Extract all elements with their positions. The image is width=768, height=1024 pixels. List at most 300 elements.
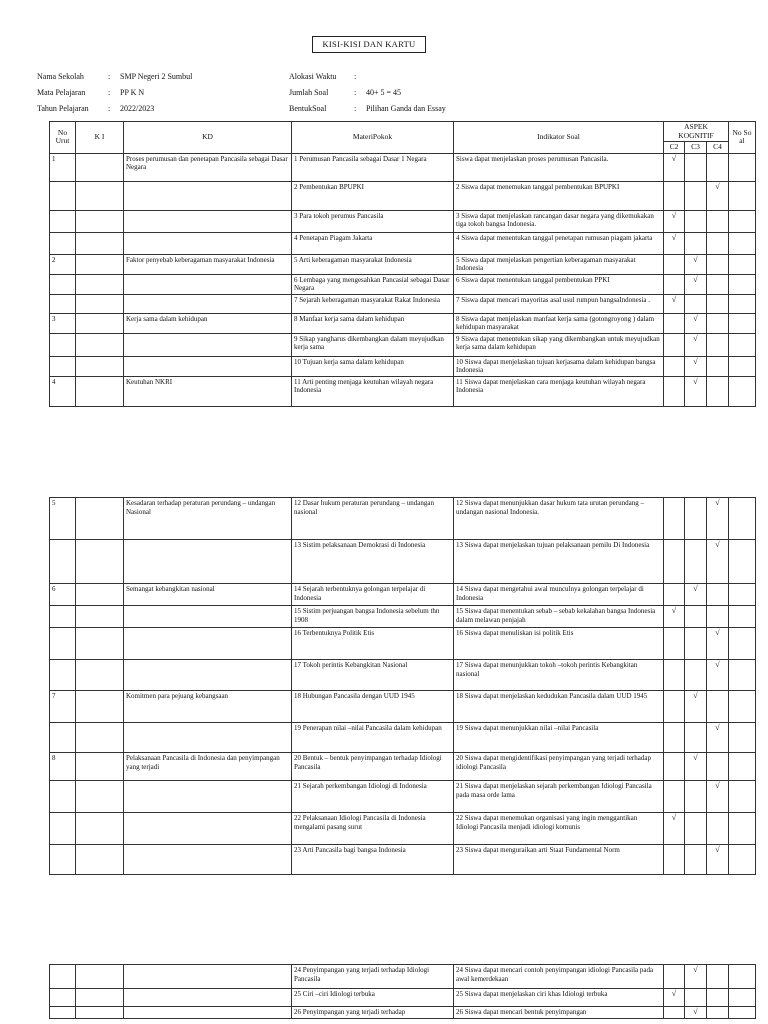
- separator: :: [354, 104, 357, 113]
- cognitive-c2-cell: [664, 232, 685, 254]
- row-number: 8: [50, 753, 76, 781]
- row-number: [50, 628, 76, 660]
- checkmark-icon: √: [693, 1007, 698, 1016]
- no-soal-cell: [729, 376, 756, 406]
- checkmark-icon: √: [671, 153, 677, 163]
- ki-cell: [76, 965, 124, 989]
- cognitive-c4-cell: [707, 606, 729, 628]
- checkmark-icon: √: [671, 606, 677, 615]
- cognitive-c2-cell: [664, 153, 685, 181]
- materi-cell: 24 Penyimpangan yang terjadi terhadap Idiologi Pancasila: [292, 965, 454, 989]
- indikator-cell: 15 Siswa dapat menentukan sebab – sebab kekalahan bangsa Indonesia dalam melawan penjajah: [454, 606, 664, 628]
- materi-cell: 14 Sejarah terbentuknya golongan terpelajar di Indonesia: [292, 584, 454, 606]
- no-soal-cell: [729, 691, 756, 723]
- indikator-cell: 26 Siswa dapat mencari bentuk penyimpangan: [454, 1007, 664, 1019]
- no-soal-cell: [729, 274, 756, 294]
- cognitive-c3-cell: [685, 723, 707, 753]
- kd-cell: Keutuhan NKRI: [124, 376, 292, 406]
- subject-label: Mata Pelajaran: [37, 88, 86, 97]
- cognitive-c3-cell: [685, 376, 707, 406]
- indikator-cell: 2 Siswa dapat menemukan tanggal pembentukan BPUPKI: [454, 181, 664, 210]
- ki-cell: [76, 753, 124, 781]
- table-row: [50, 1007, 756, 1019]
- cognitive-c3-cell: [685, 181, 707, 210]
- no-soal-cell: [729, 294, 756, 313]
- indikator-cell: Siswa dapat menjelaskan proses perumusan Pancasila.: [454, 153, 664, 181]
- table-row: [50, 498, 756, 540]
- materi-cell: 26 Penyimpangan yang terjadi terhadap: [292, 1007, 454, 1019]
- checkmark-icon: √: [715, 540, 720, 549]
- header-no: No Urut: [50, 122, 76, 154]
- kd-cell: [124, 813, 292, 845]
- no-soal-cell: [729, 333, 756, 356]
- cognitive-c2-cell: [664, 210, 685, 232]
- cognitive-c4-cell: [707, 989, 729, 1007]
- no-soal-cell: [729, 660, 756, 691]
- cognitive-c4-cell: [707, 723, 729, 753]
- materi-cell: 9 Sikap yangharus dikembangkan dalam meyujudkan kerja sama: [292, 333, 454, 356]
- table-row: [50, 660, 756, 691]
- checkmark-icon: √: [693, 376, 698, 386]
- kd-cell: [124, 232, 292, 254]
- count-value: 40+ 5 = 45: [366, 88, 402, 97]
- indikator-cell: 7 Siswa dapat mencari mayoritas asal usul rumpun bangsaIndonesia .: [454, 294, 664, 313]
- materi-cell: 21 Sejarah perkembangan Idiologi di Indonesia: [292, 781, 454, 813]
- ki-cell: [76, 540, 124, 584]
- checkmark-icon: √: [693, 313, 698, 323]
- table-row: [50, 691, 756, 723]
- table-row: [50, 584, 756, 606]
- row-number: [50, 660, 76, 691]
- cognitive-c2-cell: [664, 606, 685, 628]
- table-row: [50, 254, 756, 274]
- table-row: [50, 274, 756, 294]
- row-number: 7: [50, 691, 76, 723]
- row-number: [50, 333, 76, 356]
- cognitive-c4-cell: [707, 584, 729, 606]
- indikator-cell: 16 Siswa dapat menuliskan isi politik Etis: [454, 628, 664, 660]
- header-kd: KD: [124, 122, 292, 154]
- row-number: [50, 781, 76, 813]
- indikator-cell: 6 Siswa dapat menentukan tanggal pembentukan PPKI: [454, 274, 664, 294]
- kd-cell: [124, 210, 292, 232]
- indikator-cell: 24 Siswa dapat mencari contoh penyimpangan idiologi Pancasila pada awal kemerdekaan: [454, 965, 664, 989]
- indikator-cell: 25 Siswa dapat menjelaskan ciri khas Idiologi terbuka: [454, 989, 664, 1007]
- cognitive-c3-cell: [685, 313, 707, 333]
- cognitive-c3-cell: [685, 333, 707, 356]
- checkmark-icon: √: [693, 254, 698, 264]
- table-row: [50, 356, 756, 376]
- cognitive-c2-cell: [664, 333, 685, 356]
- ki-cell: [76, 813, 124, 845]
- row-number: [50, 356, 76, 376]
- no-soal-cell: [729, 606, 756, 628]
- cognitive-c2-cell: [664, 660, 685, 691]
- cognitive-c3-cell: [685, 691, 707, 723]
- materi-cell: 13 Sistim pelaksanaan Demokrasi di Indonesia: [292, 540, 454, 584]
- table-row: [50, 965, 756, 989]
- cognitive-c4-cell: [707, 498, 729, 540]
- cognitive-c2-cell: [664, 628, 685, 660]
- cognitive-c3-cell: [685, 813, 707, 845]
- materi-cell: 18 Hubungan Pancasila dengan UUD 1945: [292, 691, 454, 723]
- cognitive-c4-cell: [707, 356, 729, 376]
- indikator-cell: 10 Siswa dapat menjelaskan tujuan kerjasama dalam kehidupan bangsa Indonesia: [454, 356, 664, 376]
- cognitive-c4-cell: [707, 210, 729, 232]
- row-number: [50, 723, 76, 753]
- row-number: [50, 540, 76, 584]
- kd-cell: Pelaksanaan Pancasila di Indonesia dan penyimpangan yang terjadi: [124, 753, 292, 781]
- kd-cell: Komitmen para pejuang kebangsaan: [124, 691, 292, 723]
- materi-cell: 12 Dasar hukum peraturan perundang – undangan nasional: [292, 498, 454, 540]
- table-row: [50, 210, 756, 232]
- year-value: 2022/2023: [120, 104, 155, 113]
- checkmark-icon: √: [671, 294, 677, 304]
- cognitive-c2-cell: [664, 181, 685, 210]
- cognitive-c2-cell: [664, 313, 685, 333]
- row-number: 6: [50, 584, 76, 606]
- cognitive-c2-cell: [664, 376, 685, 406]
- indikator-cell: 20 Siswa dapat mengidentifikasi penyimpangan yang terjadi terhadap idiologi Pancasila: [454, 753, 664, 781]
- cognitive-c2-cell: [664, 691, 685, 723]
- cognitive-c2-cell: [664, 989, 685, 1007]
- cognitive-c4-cell: [707, 181, 729, 210]
- kd-cell: [124, 628, 292, 660]
- table-row: [50, 845, 756, 875]
- kd-cell: [124, 781, 292, 813]
- no-soal-cell: [729, 356, 756, 376]
- cognitive-c2-cell: [664, 274, 685, 294]
- cognitive-c3-cell: [685, 584, 707, 606]
- separator: :: [108, 72, 111, 81]
- checkmark-icon: √: [693, 965, 698, 974]
- ki-cell: [76, 274, 124, 294]
- table-row: [50, 333, 756, 356]
- kisi-kisi-table-2: [49, 497, 756, 875]
- kd-cell: Semangat kebangkitan nasional: [124, 584, 292, 606]
- row-number: 4: [50, 376, 76, 406]
- separator: :: [354, 72, 357, 81]
- no-soal-cell: [729, 753, 756, 781]
- separator: :: [354, 88, 357, 97]
- checkmark-icon: √: [715, 781, 720, 790]
- school-value: SMP Negeri 2 Sumbul: [120, 72, 193, 81]
- table-row: [50, 606, 756, 628]
- row-number: 3: [50, 313, 76, 333]
- cognitive-c2-cell: [664, 254, 685, 274]
- kd-cell: Kesadaran terhadap peraturan perundang – undangan Nasional: [124, 498, 292, 540]
- subject-value: PP K N: [120, 88, 145, 97]
- no-soal-cell: [729, 813, 756, 845]
- cognitive-c3-cell: [685, 356, 707, 376]
- table-row: [50, 376, 756, 406]
- no-soal-cell: [729, 232, 756, 254]
- ki-cell: [76, 313, 124, 333]
- row-number: [50, 965, 76, 989]
- kd-cell: Proses perumusan dan penetapan Pancasila sebagai Dasar Negara: [124, 153, 292, 181]
- row-number: [50, 294, 76, 313]
- materi-cell: 6 Lembaga yang mengesahkan Pancasial sebagai Dasar Negara: [292, 274, 454, 294]
- ki-cell: [76, 781, 124, 813]
- time-label: Alokasi Waktu: [289, 72, 337, 81]
- no-soal-cell: [729, 540, 756, 584]
- row-number: [50, 989, 76, 1007]
- materi-cell: 16 Terbentuknya Politik Etis: [292, 628, 454, 660]
- table-row: [50, 232, 756, 254]
- cognitive-c4-cell: [707, 753, 729, 781]
- row-number: [50, 1007, 76, 1019]
- table-row: [50, 781, 756, 813]
- row-number: [50, 845, 76, 875]
- checkmark-icon: √: [715, 660, 720, 669]
- kd-cell: [124, 1007, 292, 1019]
- cognitive-c3-cell: [685, 540, 707, 584]
- ki-cell: [76, 356, 124, 376]
- no-soal-cell: [729, 781, 756, 813]
- table-row: [50, 313, 756, 333]
- indikator-cell: 18 Siswa dapat menjelaskan kedudukan Pancasila dalam UUD 1945: [454, 691, 664, 723]
- no-soal-cell: [729, 723, 756, 753]
- indikator-cell: 12 Siswa dapat menunjukkan dasar hukum tata urutan perundang –undangan nasional Indonesia.: [454, 498, 664, 540]
- no-soal-cell: [729, 965, 756, 989]
- kd-cell: [124, 965, 292, 989]
- kd-cell: Faktor penyebab keberagaman masyarakat Indonesia: [124, 254, 292, 274]
- no-soal-cell: [729, 313, 756, 333]
- kd-cell: [124, 723, 292, 753]
- cognitive-c3-cell: [685, 232, 707, 254]
- cognitive-c3-cell: [685, 1007, 707, 1019]
- no-soal-cell: [729, 153, 756, 181]
- count-label: Jumlah Soal: [289, 88, 329, 97]
- ki-cell: [76, 989, 124, 1007]
- document-title: KISI-KISI DAN KARTU: [312, 36, 426, 53]
- no-soal-cell: [729, 584, 756, 606]
- cognitive-c2-cell: [664, 294, 685, 313]
- separator: :: [108, 88, 111, 97]
- materi-cell: 2 Pembentukan BPUPKI: [292, 181, 454, 210]
- indikator-cell: 14 Siswa dapat mengetahui awal munculnya golongan terpelajar di Indonesia: [454, 584, 664, 606]
- no-soal-cell: [729, 210, 756, 232]
- row-number: 1: [50, 153, 76, 181]
- form-label: BentukSoal: [289, 104, 327, 113]
- kd-cell: [124, 606, 292, 628]
- ki-cell: [76, 254, 124, 274]
- ki-cell: [76, 210, 124, 232]
- header-no-soal: No So al: [729, 122, 756, 154]
- cognitive-c3-cell: [685, 274, 707, 294]
- cognitive-c2-cell: [664, 845, 685, 875]
- no-soal-cell: [729, 989, 756, 1007]
- cognitive-c4-cell: [707, 274, 729, 294]
- ki-cell: [76, 723, 124, 753]
- materi-cell: 25 Ciri –ciri Idiologi terbuka: [292, 989, 454, 1007]
- materi-cell: 19 Penerapan nilai –nilai Pancasila dalam kehidupan: [292, 723, 454, 753]
- checkmark-icon: √: [693, 356, 698, 366]
- cognitive-c2-cell: [664, 753, 685, 781]
- row-number: [50, 232, 76, 254]
- ki-cell: [76, 376, 124, 406]
- cognitive-c4-cell: [707, 691, 729, 723]
- cognitive-c4-cell: [707, 254, 729, 274]
- ki-cell: [76, 628, 124, 660]
- kd-cell: [124, 845, 292, 875]
- table-row: [50, 989, 756, 1007]
- cognitive-c4-cell: [707, 376, 729, 406]
- table-row: [50, 813, 756, 845]
- row-number: [50, 181, 76, 210]
- table-row: [50, 540, 756, 584]
- no-soal-cell: [729, 181, 756, 210]
- cognitive-c4-cell: [707, 232, 729, 254]
- header-materi: MateriPokok: [292, 122, 454, 154]
- ki-cell: [76, 845, 124, 875]
- table-row: [50, 723, 756, 753]
- cognitive-c3-cell: [685, 294, 707, 313]
- cognitive-c4-cell: [707, 813, 729, 845]
- checkmark-icon: √: [693, 274, 698, 284]
- cognitive-c3-cell: [685, 660, 707, 691]
- cognitive-c2-cell: [664, 584, 685, 606]
- materi-cell: 22 Pelaksanaan Idiologi Pancasila di Indonesia mengalami pasang surut: [292, 813, 454, 845]
- cognitive-c2-cell: [664, 781, 685, 813]
- checkmark-icon: √: [715, 628, 720, 637]
- checkmark-icon: √: [693, 691, 698, 700]
- checkmark-icon: √: [715, 181, 720, 191]
- table-row: [50, 294, 756, 313]
- cognitive-c3-cell: [685, 210, 707, 232]
- kd-cell: [124, 333, 292, 356]
- cognitive-c3-cell: [685, 628, 707, 660]
- cognitive-c4-cell: [707, 1007, 729, 1019]
- row-number: [50, 813, 76, 845]
- ki-cell: [76, 153, 124, 181]
- kisi-kisi-table-3: [49, 964, 756, 1019]
- no-soal-cell: [729, 628, 756, 660]
- ki-cell: [76, 1007, 124, 1019]
- checkmark-icon: √: [715, 845, 720, 854]
- materi-cell: 11 Arti penting menjaga keutuhan wilayah negara Indonesia: [292, 376, 454, 406]
- cognitive-c3-cell: [685, 498, 707, 540]
- table-row: [50, 628, 756, 660]
- form-value: Pilihan Ganda dan Essay: [366, 104, 446, 113]
- cognitive-c2-cell: [664, 813, 685, 845]
- cognitive-c4-cell: [707, 333, 729, 356]
- indikator-cell: 11 Siswa dapat menjelaskan cara menjaga keutuhan wilayah negara Indonesia: [454, 376, 664, 406]
- materi-cell: 15 Sistim perjuangan bangsa Indonesia sebelum thn 1908: [292, 606, 454, 628]
- cognitive-c4-cell: [707, 153, 729, 181]
- ki-cell: [76, 294, 124, 313]
- indikator-cell: 23 Siswa dapat menguraikan arti Staat Fundamental Norm: [454, 845, 664, 875]
- no-soal-cell: [729, 254, 756, 274]
- kd-cell: Kerja sama dalam kehidupan: [124, 313, 292, 333]
- indikator-cell: 21 Siswa dapat menjelaskan sejarah perkembangan Idiologi Pancasila pada masa orde lama: [454, 781, 664, 813]
- row-number: [50, 274, 76, 294]
- materi-cell: 3 Para tokoh perumus Pancasila: [292, 210, 454, 232]
- school-label: Nama Sekolah: [37, 72, 84, 81]
- materi-cell: 1 Perumusan Pancasila sebagai Dasar 1 Negara: [292, 153, 454, 181]
- indikator-cell: 17 Siswa dapat menunjukkan tokoh –tokoh perintis Kebangkitan nasional: [454, 660, 664, 691]
- row-number: 5: [50, 498, 76, 540]
- cognitive-c4-cell: [707, 540, 729, 584]
- kd-cell: [124, 356, 292, 376]
- cognitive-c3-cell: [685, 965, 707, 989]
- cognitive-c2-cell: [664, 356, 685, 376]
- materi-cell: 4 Penetapan Piagam Jakarta: [292, 232, 454, 254]
- cognitive-c3-cell: [685, 845, 707, 875]
- indikator-cell: 22 Siswa dapat menemukan organisasi yang ingin menggantikan Idiologi Pancasila menjadi idiologi komunis: [454, 813, 664, 845]
- cognitive-c3-cell: [685, 254, 707, 274]
- ki-cell: [76, 606, 124, 628]
- row-number: [50, 210, 76, 232]
- indikator-cell: 8 Siswa dapat menjelaskan manfaat kerja sama (gotongroyong ) dalam kehidupan masyarakat: [454, 313, 664, 333]
- cognitive-c4-cell: [707, 294, 729, 313]
- materi-cell: 23 Arti Pancasila bagi bangsa Indonesia: [292, 845, 454, 875]
- kd-cell: [124, 660, 292, 691]
- checkmark-icon: √: [693, 333, 698, 343]
- ki-cell: [76, 498, 124, 540]
- materi-cell: 7 Sejarah keberagaman masyarakat Rakat Indonesia: [292, 294, 454, 313]
- no-soal-cell: [729, 498, 756, 540]
- no-soal-cell: [729, 1007, 756, 1019]
- table-row: [50, 153, 756, 181]
- checkmark-icon: √: [671, 813, 677, 822]
- ki-cell: [76, 584, 124, 606]
- indikator-cell: 19 Siswa dapat menunjukkan nilai –nilai Pancasila: [454, 723, 664, 753]
- indikator-cell: 4 Siswa dapat menentukan tanggal penetapan rumusan piagam jakarta: [454, 232, 664, 254]
- checkmark-icon: √: [693, 753, 698, 762]
- cognitive-c3-cell: [685, 153, 707, 181]
- checkmark-icon: √: [671, 232, 677, 242]
- cognitive-c4-cell: [707, 660, 729, 691]
- year-label: Tahun Pelajaran: [37, 104, 89, 113]
- indikator-cell: 5 Siswa dapat menjelaskan pengertian keberagaman masyarakat Indonesia: [454, 254, 664, 274]
- kd-cell: [124, 181, 292, 210]
- header-indikator: Indikator Soal: [454, 122, 664, 154]
- cognitive-c2-cell: [664, 1007, 685, 1019]
- cognitive-c4-cell: [707, 313, 729, 333]
- materi-cell: 5 Arti keberagaman masyarakat Indonesia: [292, 254, 454, 274]
- cognitive-c2-cell: [664, 965, 685, 989]
- cognitive-c2-cell: [664, 540, 685, 584]
- header-c2: C2: [664, 142, 685, 154]
- cognitive-c4-cell: [707, 965, 729, 989]
- ki-cell: [76, 691, 124, 723]
- table-row: [50, 181, 756, 210]
- materi-cell: 17 Tokoh perintis Kebangkitan Nasional: [292, 660, 454, 691]
- cognitive-c4-cell: [707, 845, 729, 875]
- kd-cell: [124, 540, 292, 584]
- separator: :: [108, 104, 111, 113]
- kd-cell: [124, 294, 292, 313]
- checkmark-icon: √: [715, 723, 720, 732]
- ki-cell: [76, 181, 124, 210]
- indikator-cell: 3 Siswa dapat menjelaskan rancangan dasar negara yang dikemukakan tiga tokoh bangsa Indonesia.: [454, 210, 664, 232]
- checkmark-icon: √: [671, 989, 677, 998]
- cognitive-c4-cell: [707, 628, 729, 660]
- checkmark-icon: √: [715, 498, 720, 507]
- table-row: [50, 753, 756, 781]
- checkmark-icon: √: [693, 584, 698, 593]
- materi-cell: 20 Bentuk – bentuk penyimpangan terhadap Idiologi Pancasila: [292, 753, 454, 781]
- checkmark-icon: √: [671, 210, 677, 220]
- cognitive-c3-cell: [685, 606, 707, 628]
- row-number: [50, 606, 76, 628]
- cognitive-c3-cell: [685, 753, 707, 781]
- kisi-kisi-table-1: [49, 121, 756, 407]
- indikator-cell: 9 Siswa dapat menentukan sikap yang dikembangkan untuk meyujudkan kerja sama dalam kehidupan: [454, 333, 664, 356]
- materi-cell: 10 Tujuan kerja sama dalam kehidupan: [292, 356, 454, 376]
- kd-cell: [124, 274, 292, 294]
